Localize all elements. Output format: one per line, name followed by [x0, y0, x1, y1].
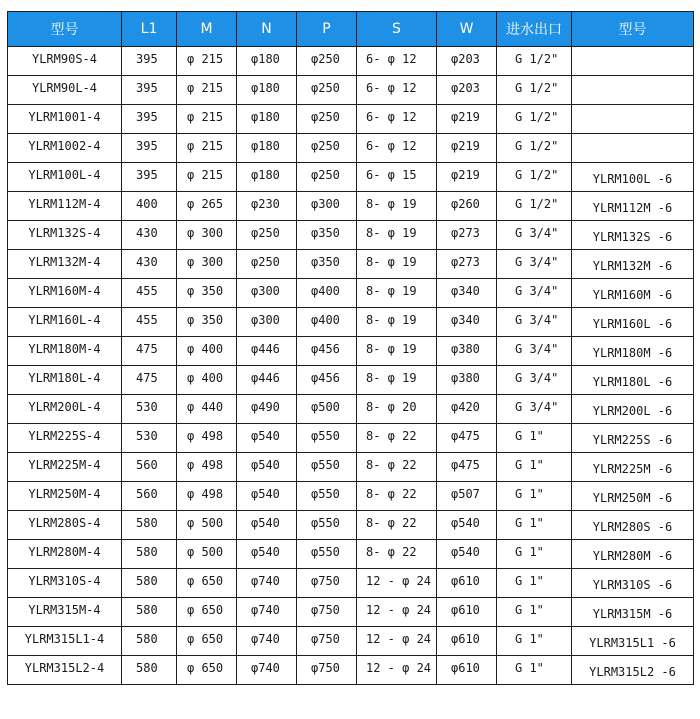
model-6pole-cell: YLRM132S -6	[572, 221, 694, 250]
n-cell: φ540	[237, 482, 297, 511]
s-cell: 6- φ 12	[357, 134, 437, 163]
model-cell: YLRM280M-4	[8, 540, 122, 569]
model-cell: YLRM132S-4	[8, 221, 122, 250]
table-body	[8, 47, 694, 685]
s-cell: 12 - φ 24	[357, 569, 437, 598]
s-cell: 8- φ 20	[357, 395, 437, 424]
p-cell: φ300	[297, 192, 357, 221]
table-row	[8, 453, 694, 482]
table-row	[8, 511, 694, 540]
table-row	[8, 482, 694, 511]
table-row	[8, 279, 694, 308]
table-row	[8, 76, 694, 105]
model-6pole-cell: YLRM200L -6	[572, 395, 694, 424]
model-6pole-cell: YLRM250M -6	[572, 482, 694, 511]
table-row	[8, 337, 694, 366]
w-cell: φ475	[437, 424, 497, 453]
s-cell: 6- φ 12	[357, 76, 437, 105]
p-cell: φ350	[297, 221, 357, 250]
p-cell: φ500	[297, 395, 357, 424]
w-cell: φ380	[437, 366, 497, 395]
water-port-cell: G 1"	[497, 424, 572, 453]
n-cell: φ446	[237, 366, 297, 395]
model-cell: YLRM132M-4	[8, 250, 122, 279]
dimension-table	[7, 11, 694, 685]
s-cell: 8- φ 22	[357, 540, 437, 569]
model-6pole-cell: YLRM132M -6	[572, 250, 694, 279]
header-n: N	[237, 12, 297, 47]
l1-cell: 395	[122, 47, 177, 76]
table-row	[8, 540, 694, 569]
w-cell: φ540	[437, 511, 497, 540]
s-cell: 12 - φ 24	[357, 656, 437, 685]
table-row	[8, 424, 694, 453]
model-6pole-cell	[572, 76, 694, 105]
s-cell: 12 - φ 24	[357, 598, 437, 627]
w-cell: φ610	[437, 656, 497, 685]
s-cell: 8- φ 22	[357, 424, 437, 453]
w-cell: φ273	[437, 250, 497, 279]
p-cell: φ750	[297, 569, 357, 598]
s-cell: 8- φ 19	[357, 250, 437, 279]
n-cell: φ180	[237, 105, 297, 134]
model-6pole-cell: YLRM280S -6	[572, 511, 694, 540]
l1-cell: 395	[122, 134, 177, 163]
n-cell: φ490	[237, 395, 297, 424]
l1-cell: 455	[122, 308, 177, 337]
m-cell: φ 650	[177, 569, 237, 598]
header-model-6pole: 型号	[572, 12, 694, 47]
model-6pole-cell: YLRM112M -6	[572, 192, 694, 221]
model-6pole-cell	[572, 134, 694, 163]
m-cell: φ 400	[177, 337, 237, 366]
water-port-cell: G 1"	[497, 627, 572, 656]
model-cell: YLRM310S-4	[8, 569, 122, 598]
model-cell: YLRM160M-4	[8, 279, 122, 308]
s-cell: 6- φ 12	[357, 47, 437, 76]
p-cell: φ550	[297, 540, 357, 569]
w-cell: φ380	[437, 337, 497, 366]
model-6pole-cell: YLRM225S -6	[572, 424, 694, 453]
n-cell: φ300	[237, 308, 297, 337]
model-6pole-cell: YLRM310S -6	[572, 569, 694, 598]
s-cell: 6- φ 12	[357, 105, 437, 134]
m-cell: φ 498	[177, 482, 237, 511]
w-cell: φ260	[437, 192, 497, 221]
s-cell: 8- φ 19	[357, 308, 437, 337]
p-cell: φ550	[297, 453, 357, 482]
m-cell: φ 500	[177, 511, 237, 540]
water-port-cell: G 3/4"	[497, 221, 572, 250]
water-port-cell: G 1/2"	[497, 76, 572, 105]
l1-cell: 455	[122, 279, 177, 308]
header-p: P	[297, 12, 357, 47]
model-cell: YLRM225M-4	[8, 453, 122, 482]
l1-cell: 560	[122, 482, 177, 511]
water-port-cell: G 1/2"	[497, 105, 572, 134]
header-w: W	[437, 12, 497, 47]
water-port-cell: G 3/4"	[497, 279, 572, 308]
p-cell: φ750	[297, 598, 357, 627]
l1-cell: 395	[122, 163, 177, 192]
s-cell: 8- φ 19	[357, 192, 437, 221]
n-cell: φ180	[237, 134, 297, 163]
m-cell: φ 440	[177, 395, 237, 424]
water-port-cell: G 1/2"	[497, 47, 572, 76]
s-cell: 8- φ 22	[357, 453, 437, 482]
n-cell: φ180	[237, 163, 297, 192]
model-6pole-cell	[572, 47, 694, 76]
model-cell: YLRM280S-4	[8, 511, 122, 540]
p-cell: φ456	[297, 366, 357, 395]
w-cell: φ219	[437, 105, 497, 134]
m-cell: φ 350	[177, 279, 237, 308]
table-row	[8, 598, 694, 627]
model-cell: YLRM160L-4	[8, 308, 122, 337]
header-water-port: 进水出口	[497, 12, 572, 47]
water-port-cell: G 3/4"	[497, 395, 572, 424]
header-m: M	[177, 12, 237, 47]
m-cell: φ 350	[177, 308, 237, 337]
table-header	[8, 12, 694, 47]
model-6pole-cell: YLRM315L1 -6	[572, 627, 694, 656]
table-row	[8, 163, 694, 192]
n-cell: φ230	[237, 192, 297, 221]
m-cell: φ 500	[177, 540, 237, 569]
table-row	[8, 221, 694, 250]
m-cell: φ 650	[177, 598, 237, 627]
model-cell: YLRM250M-4	[8, 482, 122, 511]
model-6pole-cell: YLRM100L -6	[572, 163, 694, 192]
m-cell: φ 215	[177, 47, 237, 76]
m-cell: φ 215	[177, 163, 237, 192]
model-6pole-cell: YLRM280M -6	[572, 540, 694, 569]
table-row	[8, 627, 694, 656]
model-cell: YLRM180M-4	[8, 337, 122, 366]
s-cell: 8- φ 19	[357, 337, 437, 366]
p-cell: φ250	[297, 76, 357, 105]
water-port-cell: G 1"	[497, 656, 572, 685]
table-row	[8, 47, 694, 76]
model-6pole-cell: YLRM160M -6	[572, 279, 694, 308]
s-cell: 8- φ 19	[357, 279, 437, 308]
l1-cell: 395	[122, 76, 177, 105]
water-port-cell: G 1"	[497, 511, 572, 540]
n-cell: φ740	[237, 598, 297, 627]
w-cell: φ475	[437, 453, 497, 482]
m-cell: φ 400	[177, 366, 237, 395]
model-6pole-cell: YLRM160L -6	[572, 308, 694, 337]
l1-cell: 395	[122, 105, 177, 134]
table-row	[8, 308, 694, 337]
model-cell: YLRM1001-4	[8, 105, 122, 134]
model-cell: YLRM180L-4	[8, 366, 122, 395]
header-s: S	[357, 12, 437, 47]
w-cell: φ219	[437, 134, 497, 163]
p-cell: φ550	[297, 511, 357, 540]
m-cell: φ 215	[177, 105, 237, 134]
l1-cell: 580	[122, 627, 177, 656]
model-6pole-cell: YLRM315M -6	[572, 598, 694, 627]
w-cell: φ610	[437, 569, 497, 598]
model-cell: YLRM100L-4	[8, 163, 122, 192]
table-row	[8, 134, 694, 163]
m-cell: φ 300	[177, 221, 237, 250]
p-cell: φ550	[297, 424, 357, 453]
s-cell: 8- φ 22	[357, 511, 437, 540]
w-cell: φ273	[437, 221, 497, 250]
s-cell: 12 - φ 24	[357, 627, 437, 656]
l1-cell: 475	[122, 337, 177, 366]
w-cell: φ610	[437, 598, 497, 627]
p-cell: φ250	[297, 163, 357, 192]
w-cell: φ203	[437, 47, 497, 76]
l1-cell: 400	[122, 192, 177, 221]
n-cell: φ540	[237, 540, 297, 569]
m-cell: φ 215	[177, 134, 237, 163]
l1-cell: 580	[122, 511, 177, 540]
w-cell: φ420	[437, 395, 497, 424]
table-row	[8, 395, 694, 424]
water-port-cell: G 3/4"	[497, 250, 572, 279]
model-6pole-cell: YLRM180L -6	[572, 366, 694, 395]
n-cell: φ300	[237, 279, 297, 308]
p-cell: φ400	[297, 308, 357, 337]
n-cell: φ250	[237, 221, 297, 250]
l1-cell: 580	[122, 656, 177, 685]
m-cell: φ 265	[177, 192, 237, 221]
s-cell: 8- φ 19	[357, 366, 437, 395]
water-port-cell: G 3/4"	[497, 308, 572, 337]
table-row	[8, 656, 694, 685]
model-cell: YLRM90S-4	[8, 47, 122, 76]
water-port-cell: G 1"	[497, 569, 572, 598]
water-port-cell: G 1"	[497, 453, 572, 482]
model-cell: YLRM315L2-4	[8, 656, 122, 685]
l1-cell: 560	[122, 453, 177, 482]
w-cell: φ507	[437, 482, 497, 511]
p-cell: φ400	[297, 279, 357, 308]
table-row	[8, 250, 694, 279]
header-model: 型号	[8, 12, 122, 47]
water-port-cell: G 1/2"	[497, 163, 572, 192]
n-cell: φ740	[237, 569, 297, 598]
l1-cell: 430	[122, 221, 177, 250]
l1-cell: 530	[122, 395, 177, 424]
w-cell: φ219	[437, 163, 497, 192]
n-cell: φ740	[237, 627, 297, 656]
p-cell: φ750	[297, 627, 357, 656]
l1-cell: 580	[122, 540, 177, 569]
n-cell: φ446	[237, 337, 297, 366]
w-cell: φ340	[437, 279, 497, 308]
n-cell: φ180	[237, 76, 297, 105]
model-cell: YLRM90L-4	[8, 76, 122, 105]
table-row	[8, 366, 694, 395]
p-cell: φ250	[297, 134, 357, 163]
table-row	[8, 192, 694, 221]
n-cell: φ540	[237, 453, 297, 482]
water-port-cell: G 1/2"	[497, 192, 572, 221]
water-port-cell: G 3/4"	[497, 337, 572, 366]
m-cell: φ 650	[177, 656, 237, 685]
header-l1: L1	[122, 12, 177, 47]
w-cell: φ610	[437, 627, 497, 656]
m-cell: φ 650	[177, 627, 237, 656]
model-6pole-cell	[572, 105, 694, 134]
model-6pole-cell: YLRM180M -6	[572, 337, 694, 366]
model-cell: YLRM200L-4	[8, 395, 122, 424]
l1-cell: 580	[122, 569, 177, 598]
model-cell: YLRM1002-4	[8, 134, 122, 163]
model-cell: YLRM225S-4	[8, 424, 122, 453]
p-cell: φ456	[297, 337, 357, 366]
w-cell: φ203	[437, 76, 497, 105]
model-6pole-cell: YLRM225M -6	[572, 453, 694, 482]
water-port-cell: G 1"	[497, 540, 572, 569]
water-port-cell: G 1"	[497, 598, 572, 627]
p-cell: φ250	[297, 105, 357, 134]
table-row	[8, 569, 694, 598]
n-cell: φ540	[237, 424, 297, 453]
water-port-cell: G 1/2"	[497, 134, 572, 163]
s-cell: 6- φ 15	[357, 163, 437, 192]
p-cell: φ750	[297, 656, 357, 685]
l1-cell: 530	[122, 424, 177, 453]
l1-cell: 430	[122, 250, 177, 279]
n-cell: φ180	[237, 47, 297, 76]
p-cell: φ550	[297, 482, 357, 511]
n-cell: φ740	[237, 656, 297, 685]
p-cell: φ250	[297, 47, 357, 76]
model-6pole-cell: YLRM315L2 -6	[572, 656, 694, 685]
n-cell: φ540	[237, 511, 297, 540]
model-cell: YLRM112M-4	[8, 192, 122, 221]
m-cell: φ 498	[177, 453, 237, 482]
w-cell: φ340	[437, 308, 497, 337]
m-cell: φ 300	[177, 250, 237, 279]
header-row	[8, 12, 694, 47]
w-cell: φ540	[437, 540, 497, 569]
model-cell: YLRM315M-4	[8, 598, 122, 627]
table-row	[8, 105, 694, 134]
l1-cell: 475	[122, 366, 177, 395]
s-cell: 8- φ 22	[357, 482, 437, 511]
m-cell: φ 498	[177, 424, 237, 453]
l1-cell: 580	[122, 598, 177, 627]
n-cell: φ250	[237, 250, 297, 279]
s-cell: 8- φ 19	[357, 221, 437, 250]
water-port-cell: G 1"	[497, 482, 572, 511]
m-cell: φ 215	[177, 76, 237, 105]
p-cell: φ350	[297, 250, 357, 279]
water-port-cell: G 3/4"	[497, 366, 572, 395]
model-cell: YLRM315L1-4	[8, 627, 122, 656]
